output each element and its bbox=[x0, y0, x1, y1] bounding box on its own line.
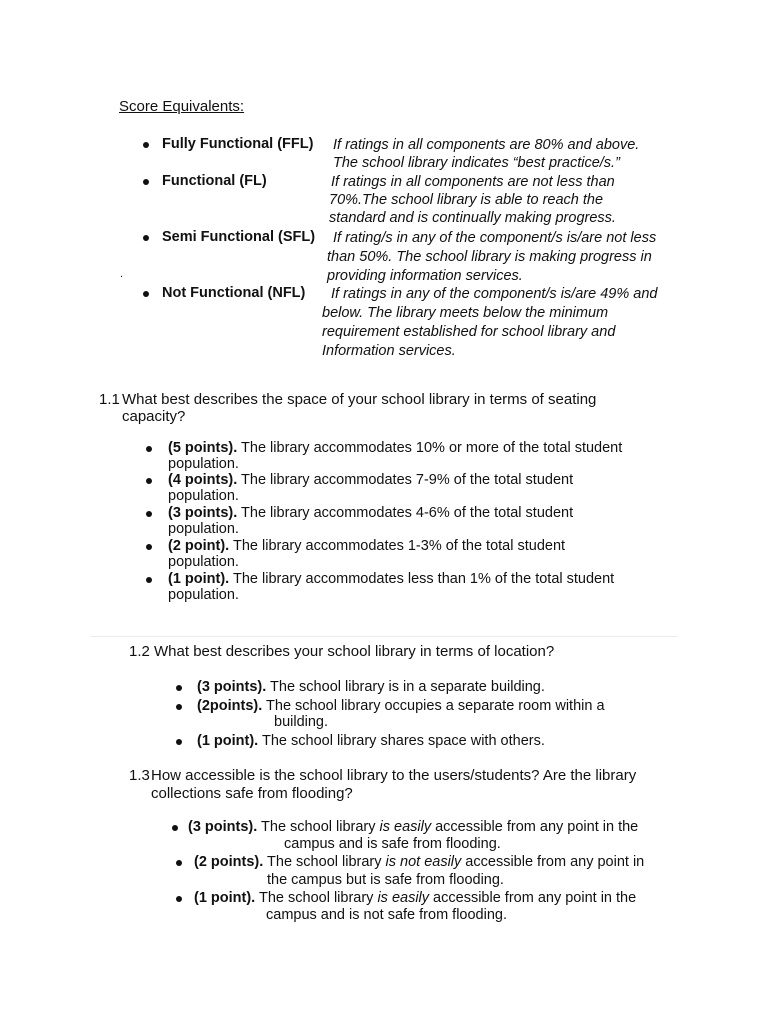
desc-not-functional-line3: requirement established for school library and bbox=[322, 324, 616, 340]
score-equivalents-heading: Score Equivalents: bbox=[119, 98, 245, 115]
option-1-2-3pts: (3 points). The school library is in a separate building. bbox=[197, 679, 545, 695]
desc-functional-line1: If ratings in all components are not less than bbox=[331, 174, 615, 190]
term-functional: Functional (FL) bbox=[162, 173, 267, 189]
question-1-3-number: 1.3 bbox=[129, 767, 150, 784]
desc-semi-functional-line3: providing information services. bbox=[327, 268, 523, 284]
option-1-1-1pt: (1 point). The library accommodates less than 1% of the total student bbox=[168, 571, 615, 587]
bullet-icon bbox=[172, 825, 178, 831]
desc-fully-functional-line2: The school library indicates “best practice/s.” bbox=[333, 155, 620, 171]
desc-fully-functional-line1: If ratings in all components are 80% and above. bbox=[333, 137, 640, 153]
option-1-3-2pts-cont: the campus but is safe from flooding. bbox=[267, 872, 504, 888]
option-1-1-3pts: (3 points). The library accommodates 4-6% of the total student bbox=[168, 505, 574, 521]
bullet-icon bbox=[146, 478, 152, 484]
question-1-1-number: 1.1 bbox=[99, 391, 120, 408]
desc-functional-line3: standard and is continually making progress. bbox=[329, 210, 616, 226]
option-1-3-3pts: (3 points). The school library is easily accessible from any point in the bbox=[188, 819, 639, 835]
question-1-1-line1: What best describes the space of your school library in terms of seating bbox=[122, 391, 597, 408]
option-1-2-1pt: (1 point). The school library shares space with others. bbox=[197, 733, 545, 749]
term-semi-functional: Semi Functional (SFL) bbox=[162, 229, 316, 245]
desc-not-functional-line4: Information services. bbox=[322, 343, 456, 359]
desc-semi-functional-line2: than 50%. The school library is making progress in bbox=[327, 249, 652, 265]
bullet-icon bbox=[143, 142, 149, 148]
term-fully-functional: Fully Functional (FFL) bbox=[162, 136, 314, 152]
bullet-icon bbox=[176, 860, 182, 866]
term-not-functional: Not Functional (NFL) bbox=[162, 285, 306, 301]
option-1-1-3pts-cont: population. bbox=[168, 521, 239, 537]
question-1-2: 1.2 What best describes your school library in terms of location? bbox=[129, 643, 555, 660]
option-1-3-2pts: (2 points). The school library is not easily accessible from any point in bbox=[194, 854, 645, 870]
option-1-2-2pts: (2points). The school library occupies a separate room within a bbox=[197, 698, 605, 714]
bullet-icon bbox=[146, 446, 152, 452]
bullet-icon bbox=[146, 544, 152, 550]
option-1-1-5pts-cont: population. bbox=[168, 456, 239, 472]
desc-semi-functional-line1: If rating/s in any of the component/s is/are not less bbox=[333, 230, 657, 246]
option-1-2-2pts-cont: building. bbox=[274, 714, 329, 730]
bullet-icon bbox=[176, 685, 182, 691]
bullet-icon bbox=[146, 577, 152, 583]
desc-not-functional-line1: If ratings in any of the component/s is/are 49% and bbox=[331, 286, 658, 302]
bullet-icon bbox=[143, 235, 149, 241]
bullet-icon bbox=[176, 704, 182, 710]
desc-functional-line2: 70%.The school library is able to reach the bbox=[329, 192, 604, 208]
option-1-3-3pts-cont: campus and is safe from flooding. bbox=[284, 836, 501, 852]
option-1-1-1pt-cont: population. bbox=[168, 587, 239, 603]
bullet-icon bbox=[176, 739, 182, 745]
desc-not-functional-line2: below. The library meets below the minimum bbox=[322, 305, 609, 321]
question-1-3-line1: How accessible is the school library to the users/students? Are the library bbox=[151, 767, 637, 784]
question-1-3-line2: collections safe from flooding? bbox=[151, 785, 353, 802]
question-1-1-line2: capacity? bbox=[122, 408, 186, 425]
bullet-icon bbox=[146, 511, 152, 517]
option-1-1-4pts-cont: population. bbox=[168, 488, 239, 504]
stray-mark: . bbox=[120, 268, 124, 280]
option-1-1-2pts-cont: population. bbox=[168, 554, 239, 570]
option-1-1-5pts: (5 points). The library accommodates 10% or more of the total student bbox=[168, 440, 623, 456]
option-1-3-1pt: (1 point). The school library is easily accessible from any point in the bbox=[194, 890, 637, 906]
section-divider bbox=[90, 636, 678, 637]
bullet-icon bbox=[143, 291, 149, 297]
bullet-icon bbox=[143, 179, 149, 185]
bullet-icon bbox=[176, 896, 182, 902]
option-1-1-4pts: (4 points). The library accommodates 7-9% of the total student bbox=[168, 472, 574, 488]
option-1-1-2pts: (2 point). The library accommodates 1-3% of the total student bbox=[168, 538, 566, 554]
option-1-3-1pt-cont: campus and is not safe from flooding. bbox=[266, 907, 507, 923]
